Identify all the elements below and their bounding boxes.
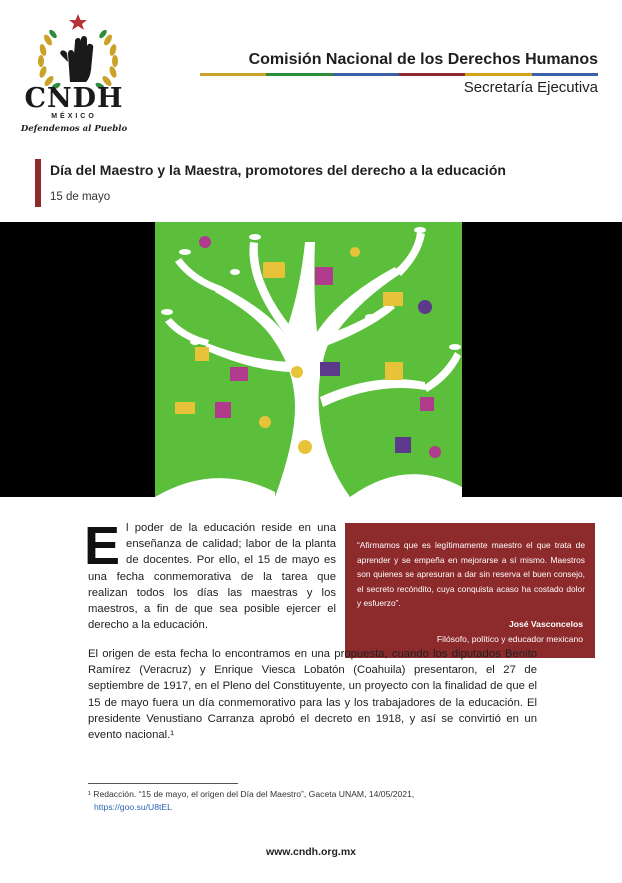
logo-tagline: Defendemos al Pueblo [20, 124, 128, 134]
paragraph-intro [84, 516, 336, 633]
footnote-link[interactable]: https://goo.su/U8tEL [94, 802, 172, 812]
paragraph-origin: El origen de esta fecha lo encontramos en una propuesta, cuando los diputados Benito Ramírez (Veracruz) y Enrique Viesca Lobatón (Coahuila) presentaron, el 27 de septiembre de 1917, en el Pleno del Constituyente, un proyecto con la finalidad de que el 15 de mayo fuera un día conmemorativo para las y los trabajadores de la educación. El presidente Venustiano Carranza aprobó el decreto en 1918, y así se convirtió en un evento nacional.¹ [88, 648, 537, 742]
page-title: Día del Maestro y la Maestra, promotores del derecho a la educación [50, 162, 506, 178]
org-subtitle: Secretaría Ejecutiva [463, 79, 598, 96]
footnote-rule [88, 783, 238, 784]
quote-text: “Afirmamos que es legítimamente maestro el que trata de aprender y se empeña en mejorarse a sí mismo. Maestros son quienes se apresuran a dar sin reserva el buen consejo, el secreto recóndito, cuya conquista acaso ha costado dolor y esfuerzo”. [357, 540, 585, 608]
quote-author-role: Filósofo, político y educador mexicano [436, 634, 583, 644]
color-bar-segment [532, 73, 598, 76]
site-url[interactable]: www.cndh.org.mx [265, 846, 357, 858]
quote-box [345, 523, 595, 658]
color-bar-segment [333, 73, 399, 76]
footnote-text: ¹ Redacción. “15 de mayo, el origen del Día del Maestro”, Gaceta UNAM, 14/05/2021, [88, 789, 415, 799]
color-bar [200, 73, 598, 76]
color-bar-segment [465, 73, 531, 76]
drop-cap: E [84, 516, 121, 576]
color-bar-segment [399, 73, 465, 76]
footnote [88, 788, 528, 814]
tree-illustration [155, 222, 462, 497]
color-bar-segment [266, 73, 332, 76]
title-accent-bar [35, 159, 41, 207]
article-date: 15 de mayo [50, 191, 111, 203]
quote-author: José Vasconcelos [508, 619, 583, 629]
logo-country: MÉXICO [51, 113, 97, 120]
color-bar-segment [200, 73, 266, 76]
logo-acronym: CNDH [24, 83, 124, 114]
cndh-logo [18, 12, 138, 140]
paragraph-intro-text: l poder de la educación reside en una enseñanza de calidad; labor de la planta de docentes. Por ello, el 15 de mayo es una fecha conmemorativa de la tarea que realizan todos los días las maestras y los maestros, a fin de que sea posible ejercer el derecho a la educación. [88, 522, 336, 632]
org-name: Comisión Nacional de los Derechos Humanos [248, 51, 598, 68]
